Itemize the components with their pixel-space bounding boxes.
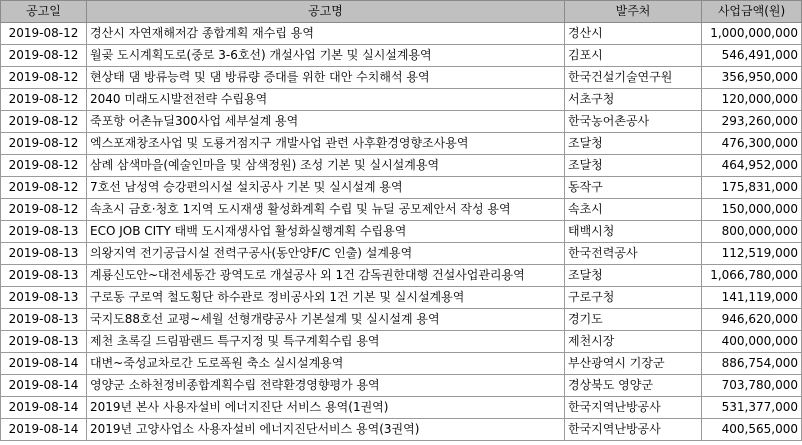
cell-date[interactable]: 2019-08-12 <box>1 133 87 155</box>
cell-amount[interactable]: 112,519,000 <box>702 243 802 265</box>
table-row <box>1 221 802 243</box>
header-row <box>1 1 802 23</box>
cell-date[interactable]: 2019-08-13 <box>1 221 87 243</box>
cell-org[interactable]: 속초시 <box>565 199 702 221</box>
cell-name[interactable]: 구로동 구로역 철도횡단 하수관로 정비공사외 1건 기본 및 실시설계용역 <box>87 287 565 309</box>
cell-name[interactable]: ECO JOB CITY 태백 도시재생사업 활성화실행계획 수립용역 <box>87 221 565 243</box>
cell-org[interactable]: 한국전력공사 <box>565 243 702 265</box>
cell-name[interactable]: 국지도88호선 교평~세월 선형개량공사 기본설계 및 실시설계 용역 <box>87 309 565 331</box>
table-row <box>1 23 802 45</box>
cell-org[interactable]: 김포시 <box>565 45 702 67</box>
cell-amount[interactable]: 1,000,000,000 <box>702 23 802 45</box>
cell-org[interactable]: 조달청 <box>565 155 702 177</box>
cell-amount[interactable]: 120,000,000 <box>702 89 802 111</box>
table-row <box>1 331 802 353</box>
cell-date[interactable]: 2019-08-13 <box>1 243 87 265</box>
cell-date[interactable]: 2019-08-12 <box>1 199 87 221</box>
cell-org[interactable]: 한국지역난방공사 <box>565 419 702 441</box>
cell-org[interactable]: 한국건설기술연구원 <box>565 67 702 89</box>
table-row <box>1 375 802 397</box>
cell-org[interactable]: 한국농어촌공사 <box>565 111 702 133</box>
table-row <box>1 397 802 419</box>
cell-date[interactable]: 2019-08-14 <box>1 353 87 375</box>
cell-org[interactable]: 조달청 <box>565 133 702 155</box>
table-row <box>1 111 802 133</box>
cell-name[interactable]: 2019년 고양사업소 사용자설비 에너지진단서비스 용역(3권역) <box>87 419 565 441</box>
cell-date[interactable]: 2019-08-14 <box>1 375 87 397</box>
cell-date[interactable]: 2019-08-12 <box>1 23 87 45</box>
cell-date[interactable]: 2019-08-13 <box>1 309 87 331</box>
cell-amount[interactable]: 293,260,000 <box>702 111 802 133</box>
cell-name[interactable]: 삼례 삼색마을(예술인마을 및 삼색정원) 조성 기본 및 실시설계용역 <box>87 155 565 177</box>
cell-date[interactable]: 2019-08-13 <box>1 331 87 353</box>
table-row <box>1 287 802 309</box>
cell-date[interactable]: 2019-08-12 <box>1 155 87 177</box>
table-row <box>1 309 802 331</box>
cell-name[interactable]: 2040 미래도시발전전략 수립용역 <box>87 89 565 111</box>
table-row <box>1 199 802 221</box>
cell-name[interactable]: 의왕지역 전기공급시설 전력구공사(동안양F/C 인출) 설계용역 <box>87 243 565 265</box>
cell-date[interactable]: 2019-08-14 <box>1 397 87 419</box>
cell-date[interactable]: 2019-08-14 <box>1 419 87 441</box>
cell-date[interactable]: 2019-08-12 <box>1 111 87 133</box>
cell-amount[interactable]: 886,754,000 <box>702 353 802 375</box>
cell-date[interactable]: 2019-08-12 <box>1 45 87 67</box>
cell-name[interactable]: 엑스포재창조사업 및 도룡거점지구 개발사업 관련 사후환경영향조사용역 <box>87 133 565 155</box>
cell-amount[interactable]: 800,000,000 <box>702 221 802 243</box>
cell-date[interactable]: 2019-08-13 <box>1 265 87 287</box>
cell-name[interactable]: 대변~죽성교차로간 도로폭원 축소 실시설계용역 <box>87 353 565 375</box>
table-row <box>1 265 802 287</box>
cell-amount[interactable]: 546,491,000 <box>702 45 802 67</box>
cell-amount[interactable]: 476,300,000 <box>702 133 802 155</box>
cell-name[interactable]: 죽포항 어촌뉴딜300사업 세부설계 용역 <box>87 111 565 133</box>
table-row <box>1 419 802 441</box>
cell-date[interactable]: 2019-08-13 <box>1 287 87 309</box>
table-row <box>1 45 802 67</box>
cell-name[interactable]: 2019년 본사 사용자설비 에너지진단 서비스 용역(1권역) <box>87 397 565 419</box>
cell-name[interactable]: 속초시 금호·청호 1지역 도시재생 활성화계획 수립 및 뉴딜 공모제안서 작성 용역 <box>87 199 565 221</box>
cell-org[interactable]: 서초구청 <box>565 89 702 111</box>
cell-name[interactable]: 경산시 자연재해저감 종합계획 재수립 용역 <box>87 23 565 45</box>
cell-org[interactable]: 동작구 <box>565 177 702 199</box>
table-row <box>1 353 802 375</box>
header-date[interactable]: 공고일 <box>1 1 87 23</box>
cell-org[interactable]: 한국지역난방공사 <box>565 397 702 419</box>
cell-name[interactable]: 영양군 소하천정비종합계획수립 전략환경영향평가 용역 <box>87 375 565 397</box>
cell-org[interactable]: 제천시장 <box>565 331 702 353</box>
table-row <box>1 67 802 89</box>
table-row <box>1 155 802 177</box>
cell-amount[interactable]: 150,000,000 <box>702 199 802 221</box>
cell-org[interactable]: 구로구청 <box>565 287 702 309</box>
cell-name[interactable]: 7호선 남성역 승강편의시설 설치공사 기본 및 실시설계 용역 <box>87 177 565 199</box>
header-amount[interactable]: 사업금액(원) <box>702 1 802 23</box>
cell-org[interactable]: 부산광역시 기장군 <box>565 353 702 375</box>
table-row <box>1 177 802 199</box>
cell-org[interactable]: 경기도 <box>565 309 702 331</box>
cell-amount[interactable]: 400,565,000 <box>702 419 802 441</box>
cell-date[interactable]: 2019-08-12 <box>1 89 87 111</box>
cell-org[interactable]: 태백시청 <box>565 221 702 243</box>
cell-date[interactable]: 2019-08-12 <box>1 177 87 199</box>
cell-name[interactable]: 월곶 도시계획도로(중로 3-6호선) 개설사업 기본 및 실시설계용역 <box>87 45 565 67</box>
cell-amount[interactable]: 400,000,000 <box>702 331 802 353</box>
cell-org[interactable]: 경상북도 영양군 <box>565 375 702 397</box>
cell-org[interactable]: 조달청 <box>565 265 702 287</box>
cell-amount[interactable]: 175,831,000 <box>702 177 802 199</box>
cell-date[interactable]: 2019-08-12 <box>1 67 87 89</box>
cell-name[interactable]: 현상태 댐 방류능력 및 댐 방류량 증대를 위한 대안 수치해석 용역 <box>87 67 565 89</box>
header-name[interactable]: 공고명 <box>87 1 565 23</box>
cell-amount[interactable]: 703,780,000 <box>702 375 802 397</box>
cell-amount[interactable]: 464,952,000 <box>702 155 802 177</box>
cell-amount[interactable]: 1,066,780,000 <box>702 265 802 287</box>
table-row <box>1 133 802 155</box>
cell-name[interactable]: 계룡신도안~대전세동간 광역도로 개설공사 외 1건 감독권한대행 건설사업관리용역 <box>87 265 565 287</box>
table-row <box>1 243 802 265</box>
cell-amount[interactable]: 946,620,000 <box>702 309 802 331</box>
cell-amount[interactable]: 356,950,000 <box>702 67 802 89</box>
cell-amount[interactable]: 531,377,000 <box>702 397 802 419</box>
header-org[interactable]: 발주처 <box>565 1 702 23</box>
cell-name[interactable]: 제천 초록길 드림팜랜드 특구지정 및 특구계획수립 용역 <box>87 331 565 353</box>
cell-org[interactable]: 경산시 <box>565 23 702 45</box>
table-body <box>1 23 802 441</box>
cell-amount[interactable]: 141,119,000 <box>702 287 802 309</box>
table-row <box>1 89 802 111</box>
